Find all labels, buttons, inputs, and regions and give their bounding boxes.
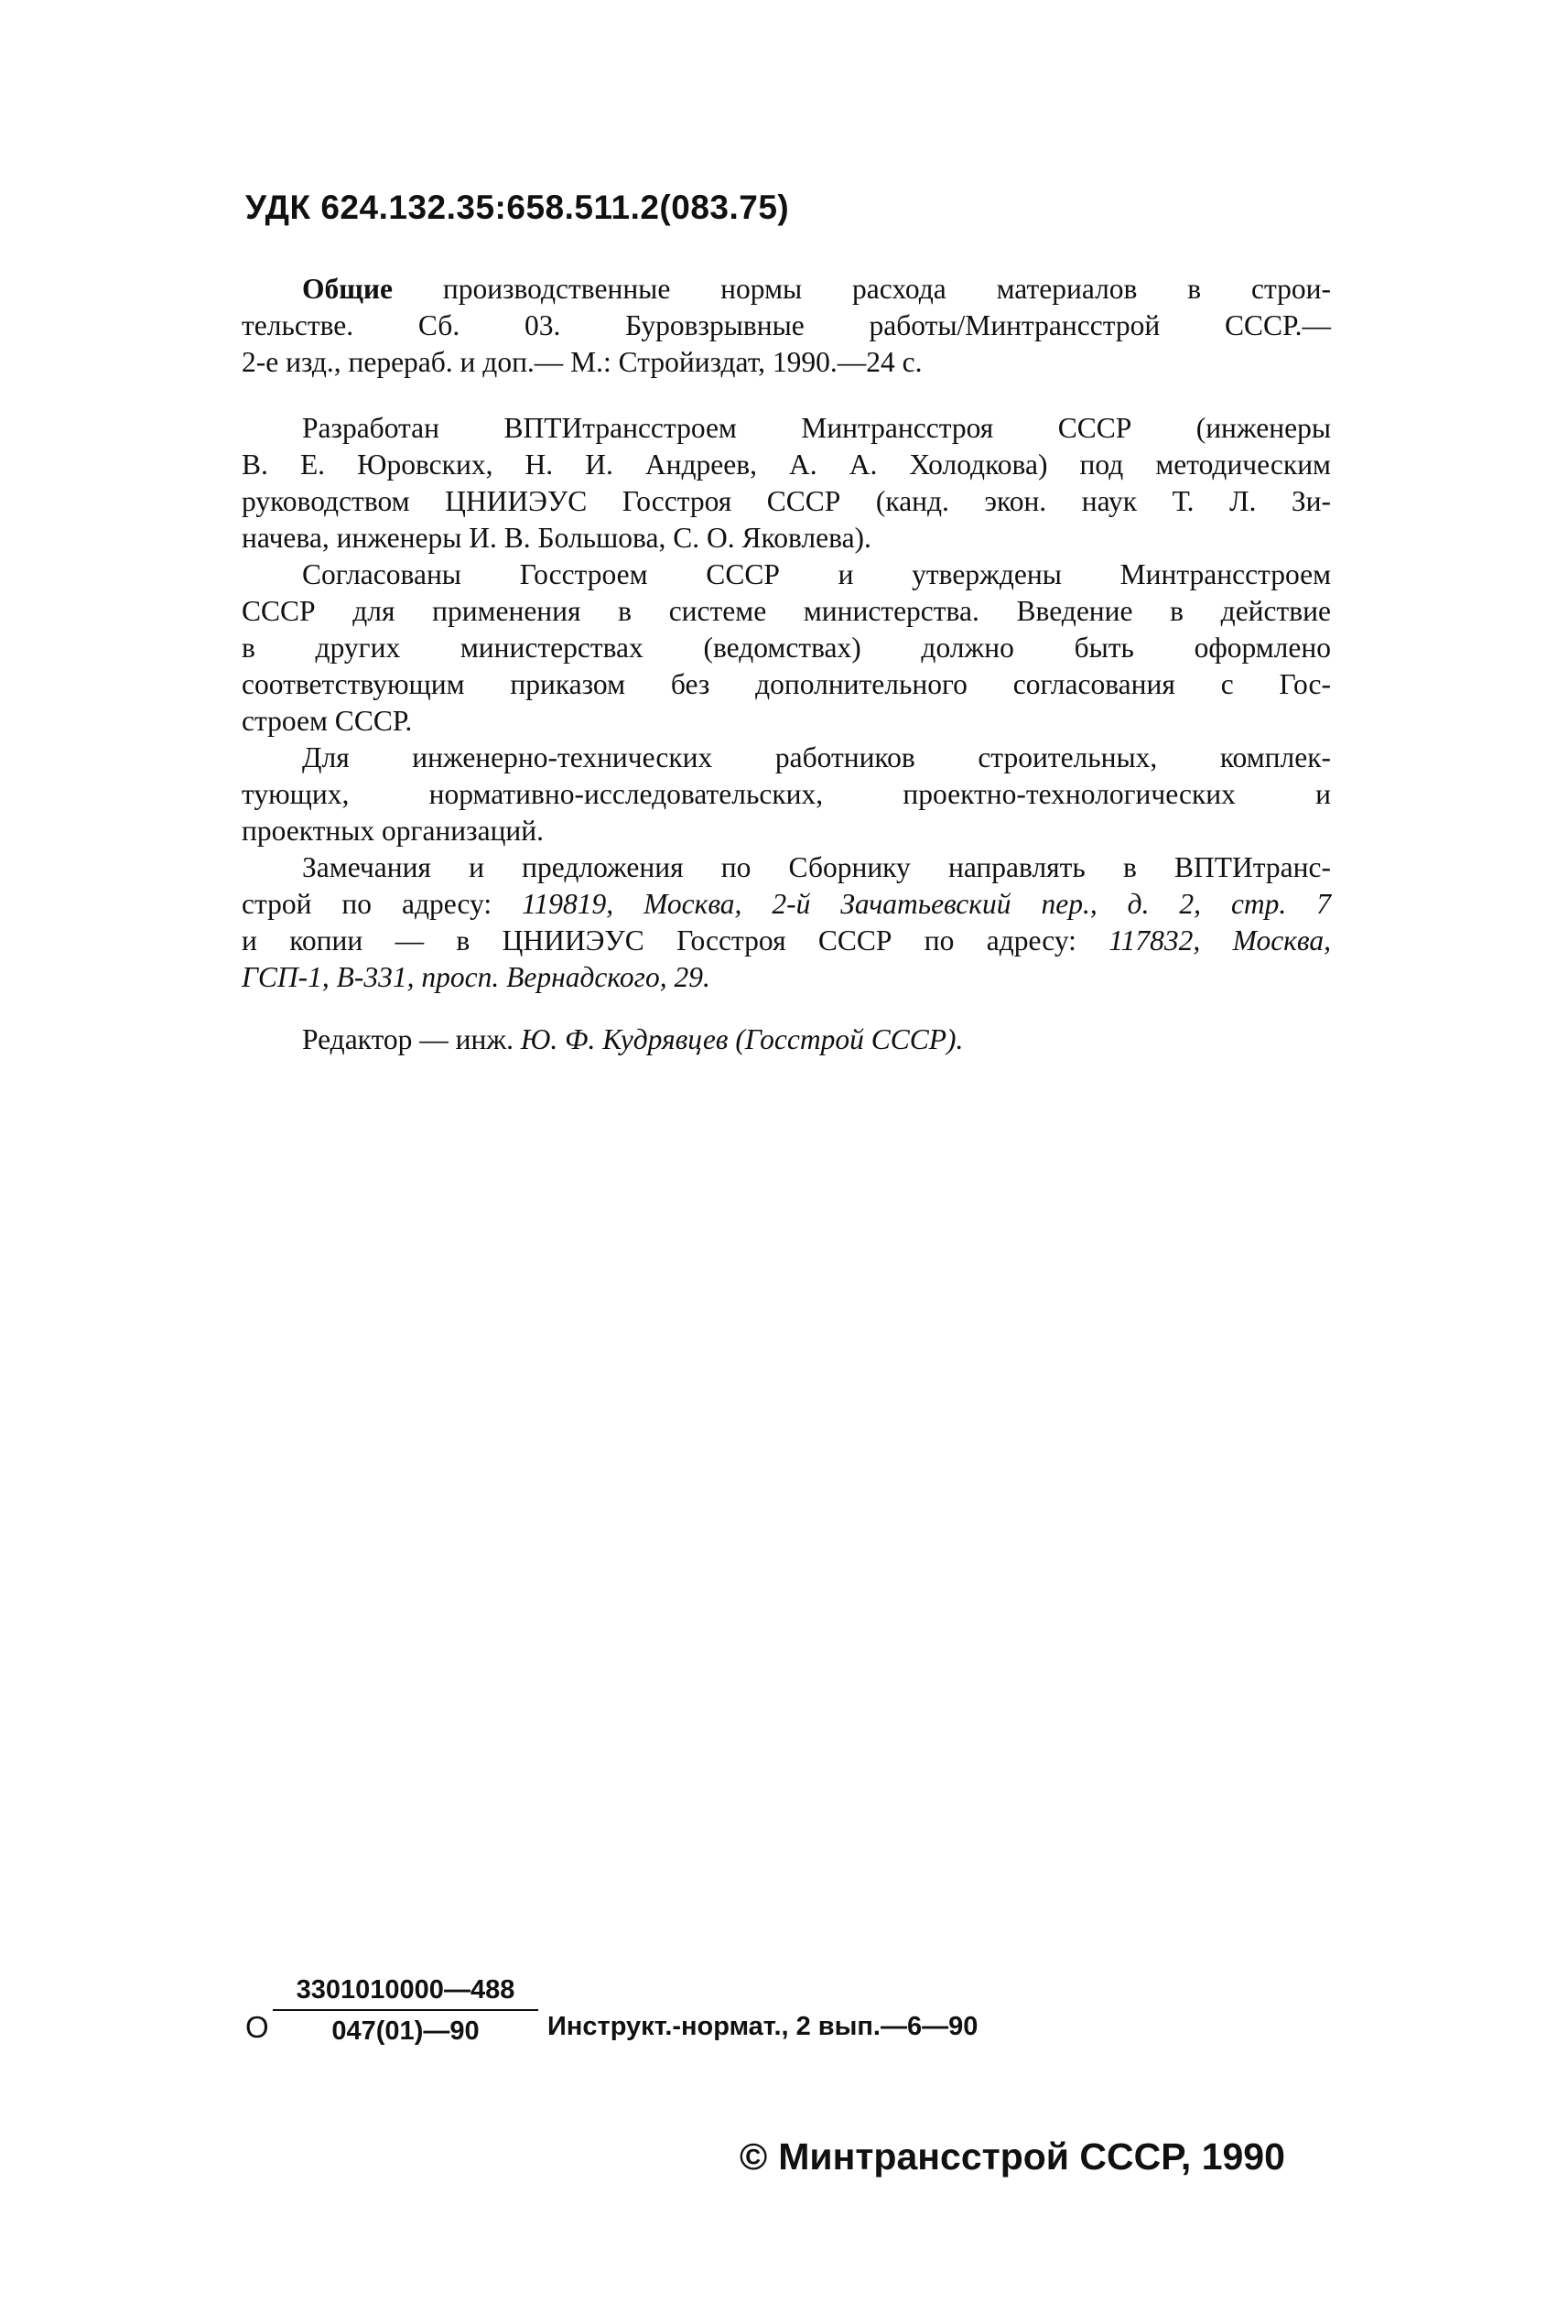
biblio-line-1-text: производственные нормы расхода материалов в строи- — [442, 273, 1331, 305]
code-numerator: 3301010000—488 — [273, 1975, 538, 2011]
approval-line: в других министерствах (ведомствах) должно быть оформлено — [242, 632, 1331, 664]
copyright-line — [740, 2135, 1285, 2178]
remarks-address-label: строй по адресу: — [242, 888, 523, 920]
biblio-line-1 — [242, 271, 1331, 308]
audience-line: проектных организаций. — [242, 815, 545, 847]
remarks-line-3 — [242, 923, 1331, 959]
remarks-line-1: Замечания и предложения по Сборнику направлять в ВПТИтранс- — [302, 851, 1331, 883]
biblio-line-2: тельстве. Сб. 03. Буровзрывные работы/Минтрансстрой СССР.— — [242, 309, 1331, 341]
approval-paragraph — [242, 557, 1331, 740]
publication-code — [245, 1975, 1344, 2085]
approval-line: соответствующим приказом без дополнительного согласования с Гос- — [242, 668, 1331, 700]
code-denominator: 047(01)—90 — [331, 2016, 480, 2046]
code-note: Инструкт.-нормат., 2 вып.—6—90 — [547, 2012, 979, 2041]
biblio-line-3: 2-е изд., перераб. и доп.— М.: Стройиздат, 1990.—24 с. — [242, 346, 923, 378]
audience-line: Для инженерно-технических работников строительных, комплек- — [302, 741, 1331, 773]
copyright-icon: © — [740, 2135, 768, 2178]
approval-line: Согласованы Госстроем СССР и утверждены Минтрансстроем — [302, 558, 1331, 590]
audience-paragraph — [242, 740, 1331, 849]
copyright-text: Минтрансстрой СССР, 1990 — [778, 2135, 1285, 2178]
editor-name: Ю. Ф. Кудрявцев (Госстрой СССР). — [520, 1023, 964, 1055]
developer-line: руководством ЦНИИЭУС Госстроя СССР (канд. экон. наук Т. Л. Зи- — [242, 485, 1331, 517]
remarks-copy-label: и копии — в ЦНИИЭУС Госстроя СССР по адресу: — [242, 924, 1109, 957]
cniieus-address-part-1: 117832, Москва, — [1108, 924, 1331, 957]
biblio-title-bold: Общие — [302, 273, 393, 305]
bibliographic-description — [242, 271, 1331, 381]
developer-paragraph — [242, 410, 1331, 557]
approval-line: СССР для применения в системе министерства. Введение в действие — [242, 595, 1331, 627]
cniieus-address-part-2: ГСП-1, В-331, просп. Вернадского, 29. — [242, 961, 710, 993]
developer-line: В. Е. Юровских, Н. И. Андреев, А. А. Холодкова) под методическим — [242, 449, 1331, 481]
udk-classification: УДК 624.132.35:658.511.2(083.75) — [245, 189, 790, 226]
code-letter: О — [245, 2010, 269, 2044]
approval-line: строем СССР. — [242, 705, 413, 737]
developer-line: начева, инженеры И. В. Большова, С. О. Яковлева). — [242, 522, 871, 554]
editor-label: Редактор — инж. — [302, 1023, 521, 1055]
audience-line: тующих, нормативно-исследовательских, проектно-технологических и — [242, 778, 1331, 810]
editor-credit — [302, 1023, 963, 1056]
remarks-line-2 — [242, 886, 1331, 923]
code-fraction — [273, 1975, 538, 2047]
developer-line: Разработан ВПТИтрансстроем Минтрансстроя СССР (инженеры — [302, 412, 1331, 444]
annotation-block — [242, 410, 1331, 996]
remarks-paragraph — [242, 849, 1331, 996]
vptitransstroy-address: 119819, Москва, 2-й Зачатьевский пер., д. 2, стр. 7 — [522, 888, 1331, 920]
